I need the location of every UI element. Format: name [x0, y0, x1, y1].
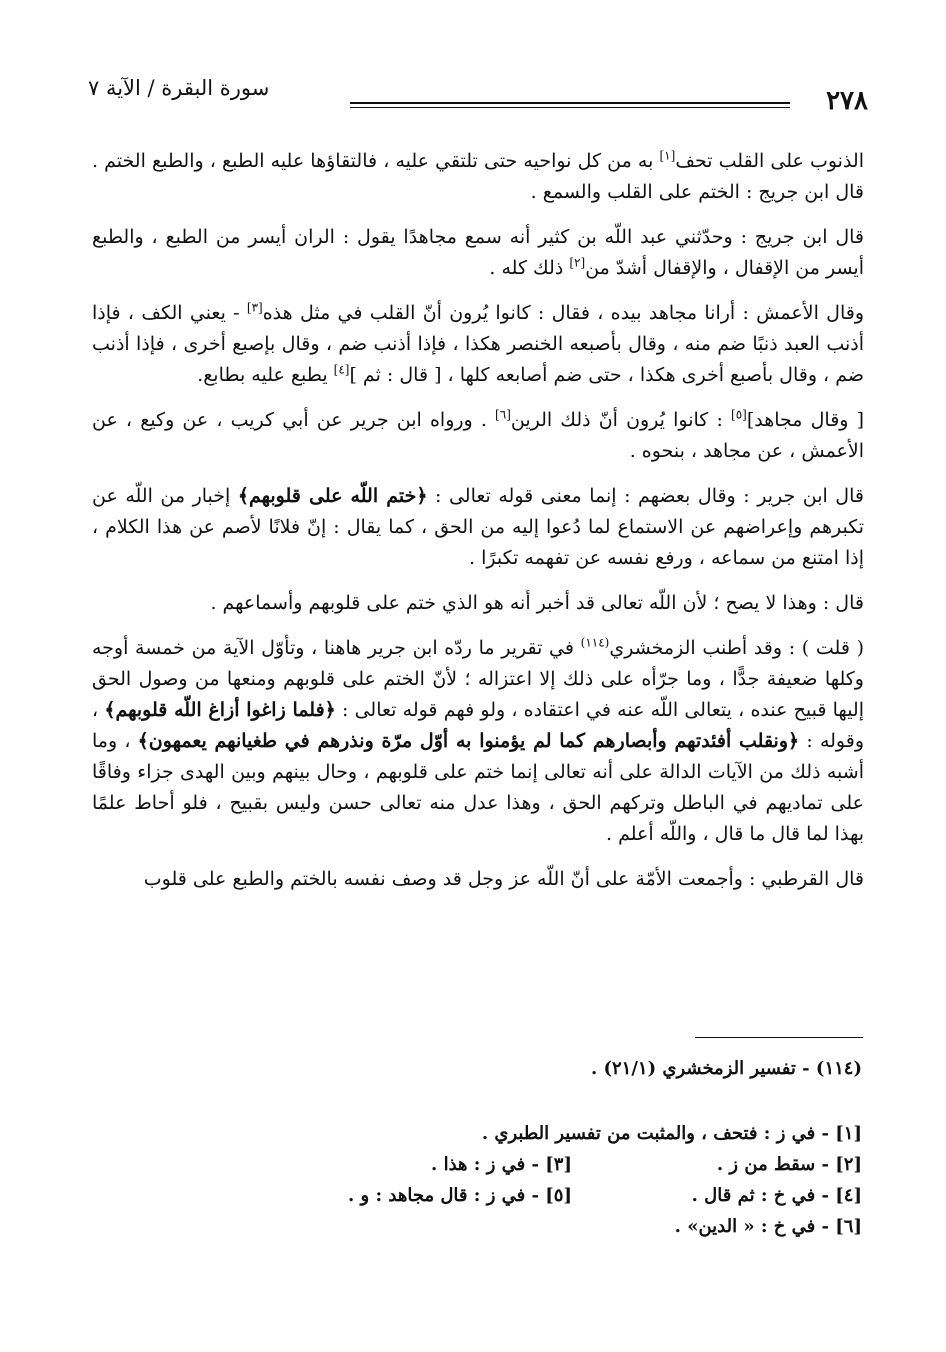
text-segment: في تقرير ما ردّه ابن جرير هاهنا ، وتأوّل الآية من خمسة أوجه وكلها ضعيفة جدًّا ، وما جرّأه على ذلك إلا اعتزاله ؛ لأنّ الختم على قلوبهم ومنعها من وصول الحق إليها قبيح عنده ، يتعالى اللّه عنه في اعتقاده ، ولو فهم قوله تعالى :: [92, 637, 864, 721]
footnote-marker: [٣]: [246, 300, 263, 315]
paragraph: [92, 222, 864, 284]
variant-note: [٣] - في ز : هذا .: [431, 1154, 572, 1175]
paragraph: [92, 633, 864, 850]
variant-note: [٢] - سقط من ز .: [716, 1154, 862, 1175]
text-segment: : كانوا يُرون أنّ ذلك الرين: [510, 409, 731, 431]
text-segment: قال ابن جريج : وحدّثني عبد اللّه بن كثير أنه سمع مجاهدًا يقول : الران أيسر من الطبع ، والطبع أيسر من الإقفال ، والإقفال أشدّ من: [92, 226, 864, 279]
quran-quote: ﴿ختم اللّه على قلوبهم﴾: [237, 485, 428, 507]
text-segment: قال القرطبي : وأجمعت الأمّة على أنّ اللّه عز وجل قد وصف نفسه بالختم والطبع على قلوب: [143, 868, 864, 890]
footnote-marker: [١]: [659, 148, 676, 163]
text-segment: - يعني الكف ، فإذا أذنب العبد ذنبًا ضم منه ، وقال بأصبعه الخنصر هكذا ، فإذا أذنب ضم ، وقال بإصبع أخرى ، فإذا أذنب ضم ، وقال بأصبع أخرى هكذا ، حتى ضم أصابعه كلها ، [ قال : ثم ]: [92, 302, 864, 386]
text-segment: . ورواه ابن جرير عن أبي كريب ، عن وكيع ، عن الأعمش ، عن مجاهد ، بنحوه .: [92, 409, 864, 462]
text-segment: ، وما أشبه ذلك من الآيات الدالة على أنه تعالى إنما ختم على قلوبهم ، وحال بينهم وبين الهدى جزاء وفاقًا على تماديهم في الباطل وتركهم الحق ، وهذا عدل منه تعالى حسن وليس بقبيح ، فلو أحاط علمًا بهذا لما قال ما قال ، واللّه أعلم .: [92, 730, 864, 845]
footnote-marker: [٥]: [731, 407, 747, 422]
page-header: [88, 74, 868, 114]
text-segment: ( قلت ) : وقد أطنب الزمخشري: [609, 637, 864, 659]
quran-quote: ﴿ونقلب أفئدتهم وأبصارهم كما لم يؤمنوا به أوّل مرّة ونذرهم في طغيانهم يعمهون﴾: [137, 730, 800, 752]
footnote-marker: (١١٤): [580, 635, 610, 650]
variant-notes: [302, 1118, 862, 1242]
paragraph: [92, 864, 864, 895]
text-segment: [ وقال مجاهد]: [746, 409, 864, 431]
variant-note: [١] - في ز : فتحف ، والمثبت من تفسير الطبري .: [481, 1123, 862, 1144]
page-number: ٢٧٨: [826, 86, 868, 116]
footnote-marker: [٤]: [333, 362, 350, 377]
paragraph: [92, 588, 864, 619]
variant-note: [٥] - في ز : قال مجاهد : و .: [348, 1185, 572, 1206]
header-rule: [350, 102, 790, 104]
main-text: [92, 146, 864, 909]
text-segment: ، وقوله :: [92, 699, 864, 752]
text-segment: به من كل نواحيه حتى تلتقي عليه ، فالتقاؤها عليه الطبع ، والطبع الختم . قال ابن جريج : الختم على القلب والسمع .: [92, 150, 864, 203]
text-segment: ذلك كله .: [489, 257, 570, 279]
footnote-marker: [٢]: [569, 255, 586, 270]
paragraph: [92, 481, 864, 574]
variant-note: [٦] - في خ : « الدين» .: [674, 1216, 862, 1237]
header-rule-thin: [350, 107, 790, 108]
footnote-marker: [٦]: [495, 407, 511, 422]
text-segment: الذنوب على القلب تحف: [675, 150, 865, 172]
text-segment: قال ابن جرير : وقال بعضهم : إنما معنى قوله تعالى :: [427, 485, 864, 507]
text-segment: قال : وهذا لا يصح ؛ لأن اللّه تعالى قد أخبر أنه هو الذي ختم على قلوبهم وأسماعهم .: [210, 592, 864, 614]
text-segment: وقال الأعمش : أرانا مجاهد بيده ، فقال : كانوا يُرون أنّ القلب في مثل هذه: [262, 302, 864, 324]
variant-note: [٤] - في خ : ثم قال .: [691, 1185, 862, 1206]
surah-title: سورة البقرة / الآية ٧: [88, 76, 270, 100]
paragraph: [92, 146, 864, 208]
quran-quote: ﴿فلما زاغوا أزاغ اللّه قلوبهم﴾: [104, 699, 336, 721]
paragraph: [92, 298, 864, 391]
text-segment: يطبع عليه بطابع.: [197, 364, 334, 386]
footnote-114: (١١٤) - تفسير الزمخشري (٢١/١) .: [590, 1058, 862, 1079]
paragraph: [92, 405, 864, 467]
text-segment: إخبار من اللّه عن تكبرهم وإعراضهم عن الاستماع لما دُعوا إليه من الحق ، كما يقال : إنّ فلانًا لأصم عن هذا الكلام ، إذا امتنع من سماعه ، ورفع نفسه عن تفهمه تكبرًا .: [92, 485, 864, 569]
footnote-separator: [695, 1037, 863, 1038]
